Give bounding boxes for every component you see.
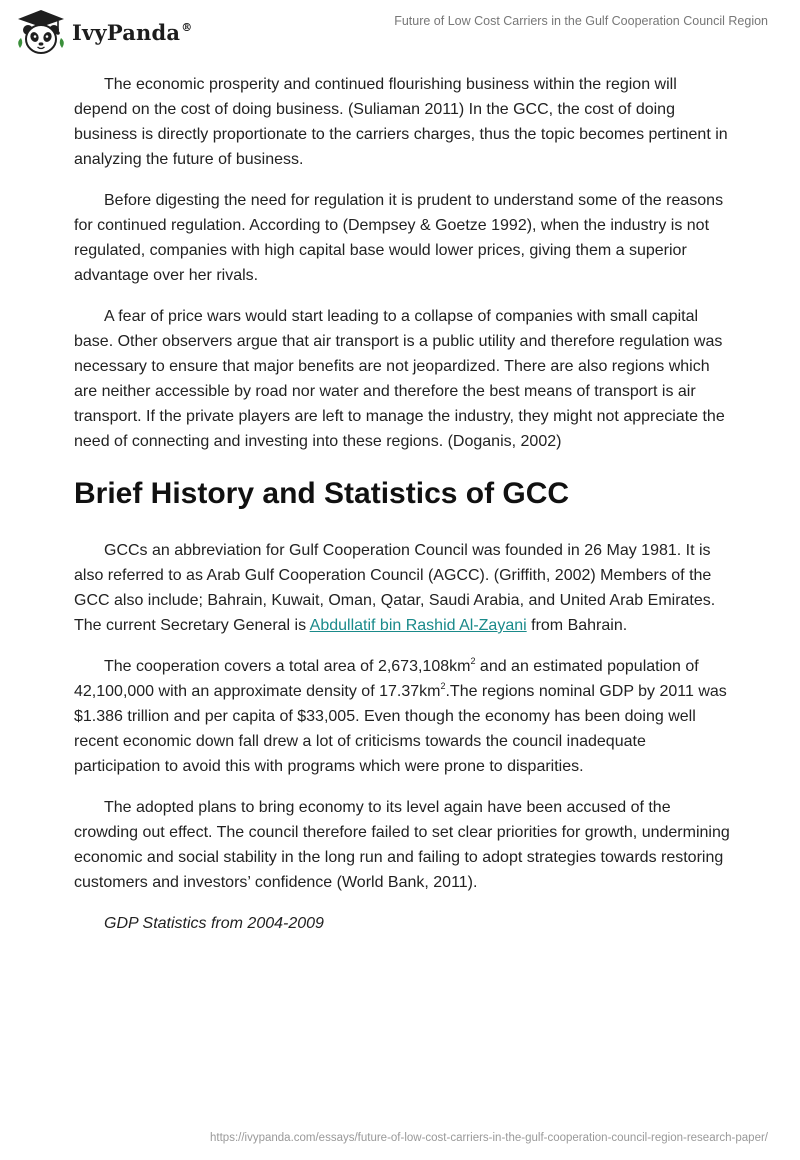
panda-graduate-icon (14, 8, 68, 56)
paragraph-area-population (74, 654, 734, 779)
paragraph-cost-of-business: The economic prosperity and continued flourishing business within the region will depend on the cost of doing business. (Suliaman 2011) In the GCC, the cost of doing business is directly proportionate to the carriers charges, thus the topic becomes pertinent in analyzing the future of business. (74, 76, 728, 168)
paragraph-gcc-history (74, 538, 734, 638)
paragraph-adopted-plans: The adopted plans to bring economy to its level again have been accused of the crowding out effect. The council therefore failed to set clear priorities for growth, undermining economic and social stability in the long run and failing to adopt strategies towards restoring customers and investors’ confidence (World Bank, 2011). (74, 799, 730, 891)
paragraph-regulation-reasons: Before digesting the need for regulation it is prudent to understand some of the reasons for continued regulation. According to (Dempsey & Goetze 1992), when the industry is not regulated, companies with high capital base would lower prices, giving them a superior advantage over her rivals. (74, 192, 724, 284)
gcc-history-text-end: from Bahrain. (526, 617, 628, 634)
paragraph-price-wars: A fear of price wars would start leading to a collapse of companies with small capital base. Other observers argue that air transport is a public utility and therefore regulation was necessary to ensure that major benefits are not jeopardized. There are also regions which are neither accessible by road nor water and therefore the best means of transport is air transport. If the private players are left to manage the industry, they might not appreciate the need of connecting and investing into these regions. (Doganis, 2002) (74, 308, 725, 450)
article-body (74, 72, 734, 936)
secretary-general-link[interactable]: Abdullatif bin Rashid Al-Zayani (309, 617, 527, 634)
ivypanda-logo[interactable] (14, 8, 192, 56)
area-text-1: The cooperation covers a total area of 2,673,108km (104, 658, 471, 675)
footer-url[interactable]: https://ivypanda.com/essays/future-of-low-cost-carriers-in-the-gulf-cooperation-council-region-research-paper/ (210, 1132, 768, 1144)
area-text-2: and an estimated population of 42,100,000 with an approximate density of 17.37km (74, 658, 699, 700)
document-title: Future of Low Cost Carriers in the Gulf Cooperation Council Region (394, 14, 768, 28)
gdp-caption: GDP Statistics from 2004-2009 (104, 915, 324, 932)
page-header (0, 0, 800, 60)
logo-text: IvyPanda® (72, 19, 193, 45)
area-superscript: 2 (470, 656, 476, 666)
area-text-3: .The regions nominal GDP by 2011 was $1.386 trillion and per capita of $33,005. Even though the economy has been doing well recent economic down fall drew a lot of criticisms towards the council inadequate participation to avoid this with programs which were prone to disparities. (74, 683, 727, 775)
density-superscript: 2 (440, 681, 446, 691)
gcc-history-text: GCCs an abbreviation for Gulf Cooperation Council was founded in 26 May 1981. It is also referred to as Arab Gulf Cooperation Council (AGCC). (Griffith, 2002) Members of the GCC also include; Bahrain, Kuwait, Oman, Qatar, Saudi Arabia, and United Arab Emirates. The current Secretary General is (74, 542, 716, 634)
section-heading: Brief History and Statistics of GCC (74, 477, 570, 510)
